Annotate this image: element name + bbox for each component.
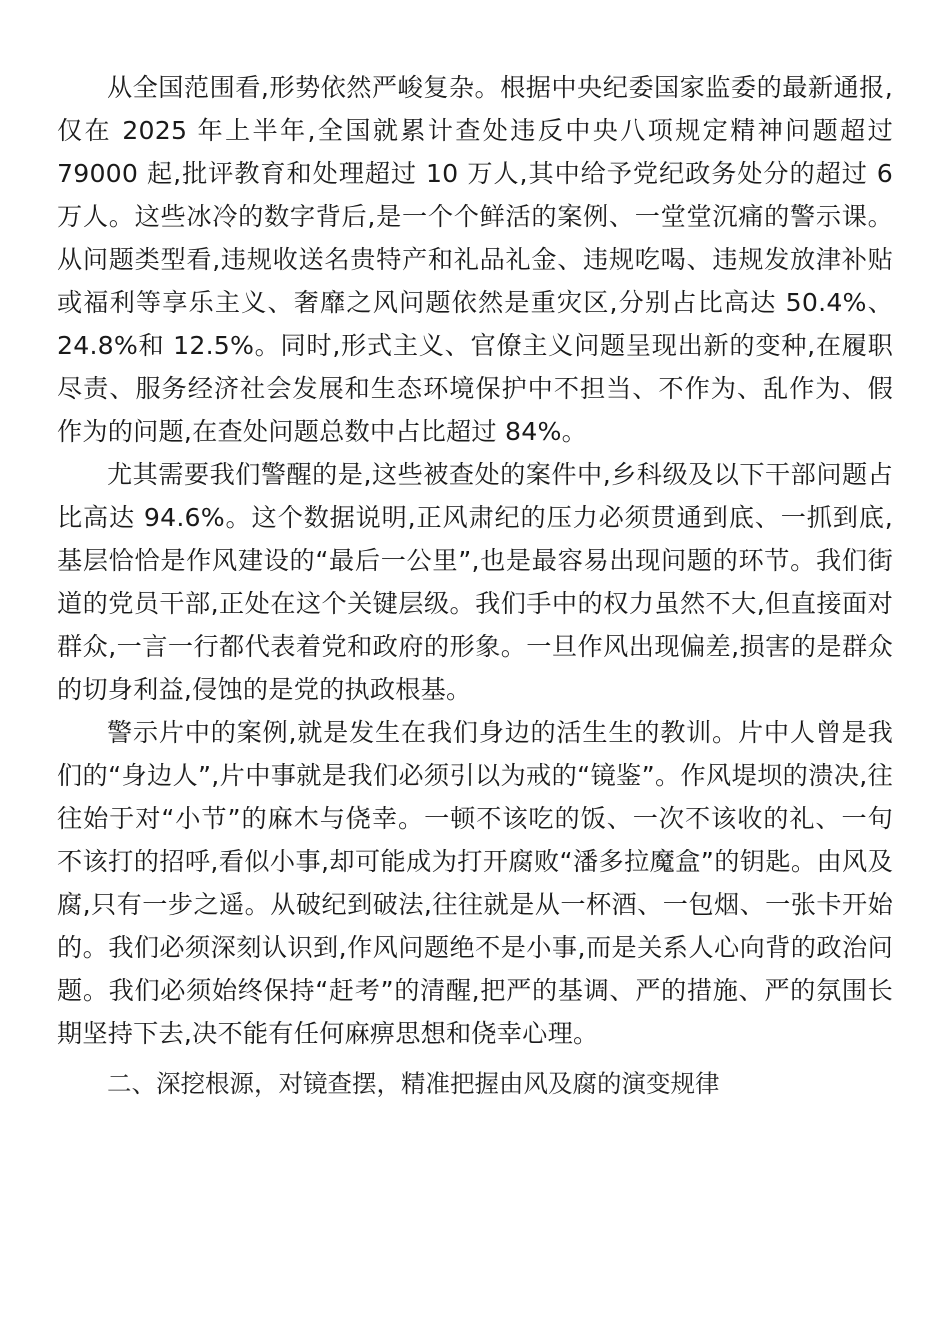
document-page <box>57 66 893 1105</box>
paragraph-grassroots-warning: 尤其需要我们警醒的是,这些被查处的案件中,乡科级及以下干部问题占比高达 94.6%。这个数据说明,正风肃纪的压力必须贯通到底、一抓到底,基层恰恰是作风建设的“最后一公里”,也是最容易出现问题的环节。我们街道的党员干部,正处在这个关键层级。我们手中的权力虽然不大,但直接面对群众,一言一行都代表着党和政府的形象。一旦作风出现偏差,损害的是群众的切身利益,侵蚀的是党的执政根基。 <box>57 460 893 704</box>
paragraph-warning-film-cases: 警示片中的案例,就是发生在我们身边的活生生的教训。片中人曾是我们的“身边人”,片中事就是我们必须引以为戒的“镜鉴”。作风堤坝的溃决,往往始于对“小节”的麻木与侥幸。一顿不该吃的饭、一次不该收的礼、一句不该打的招呼,看似小事,却可能成为打开腐败“潘多拉魔盒”的钥匙。由风及腐,只有一步之遥。从破纪到破法,往往就是从一杯酒、一包烟、一张卡开始的。我们必须深刻认识到,作风问题绝不是小事,而是关系人心向背的政治问题。我们必须始终保持“赶考”的清醒,把严的基调、严的措施、严的氛围长期坚持下去,决不能有任何麻痹思想和侥幸心理。 <box>57 718 893 1048</box>
section-heading: 二、深挖根源，对镜查摆，精准把握由风及腐的演变规律 <box>107 1069 720 1098</box>
paragraph-national-situation: 从全国范围看,形势依然严峻复杂。根据中央纪委国家监委的最新通报,仅在 2025 年上半年,全国就累计查处违反中央八项规定精神问题超过 79000 起,批评教育和处理超过 10 万人,其中给予党纪政务处分的超过 6 万人。这些冰冷的数字背后,是一个个鲜活的案例、一堂堂沉痛的警示课。从问题类型看,违规收送名贵特产和礼品礼金、违规吃喝、违规发放津补贴或福利等享乐主义、奢靡之风问题依然是重灾区,分别占比高达 50.4%、24.8%和 12.5%。同时,形式主义、官僚主义问题呈现出新的变种,在履职尽责、服务经济社会发展和生态环境保护中不担当、不作为、乱作为、假作为的问题,在查处问题总数中占比超过 84%。 <box>57 73 893 446</box>
